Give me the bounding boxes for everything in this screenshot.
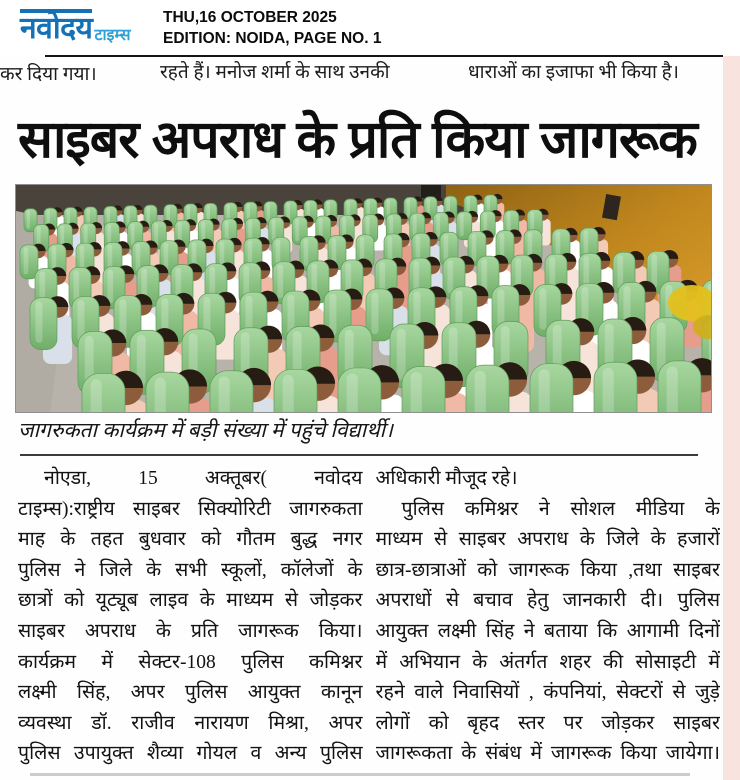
article-text-line: लक्ष्मी सिंह, अपर पुलिस आयुक्त कानून [18,682,363,704]
logo-sub-text: टाइम्स [94,27,131,44]
fragment-left: कर दिया गया। [0,64,97,85]
masthead-date-block [163,7,381,49]
fragment-middle: रहते हैं। मनोज शर्मा के साथ उनकी [160,62,390,83]
article-text-line: साइबर अपराध के प्रति जागरूक किया। [18,620,363,642]
article-text-line: नोएडा, 15 अक्तूबर( नवोदय [44,468,363,489]
article-text-line: आयुक्त लक्ष्मी सिंह ने बताया कि आगामी दिनों [375,620,720,642]
photo-caption: जागरुकता कार्यक्रम में बड़ी संख्या में पहुंचे विद्यार्थी। [18,418,394,442]
article-text-line: टाइम्स):राष्ट्रीय साइबर सिक्योरिटी जागरुकता [18,498,363,520]
adjacent-article-fragments [0,57,723,89]
article-text-line: छात्रों को यूट्यूब लाइव के माध्यम से जोड़कर [18,590,363,612]
article-text-line: माध्यम से साइबर अपराध के जिले के हजारों [375,529,720,551]
logo-main-text: नवोदय [20,9,92,45]
article-text-line: लोगों को बृहद स्तर पर जोड़कर साइबर [375,712,720,734]
article-text-line: अधिकारी मौजूद रहे। [375,468,518,489]
article-column-left [18,464,363,776]
newspaper-logo [20,9,131,45]
article-text-line: व्यवस्था डॉ. राजीव नारायण मिश्रा, अपर [18,712,363,734]
article-headline: साइबर अपराध के प्रति किया जागरूक [18,111,697,169]
article-photo-svg [16,185,711,412]
bottom-divider [30,773,690,776]
article-text-line: पुलिस कमिश्नर ने सोशल मीडिया के [401,498,720,520]
edition-info: EDITION: NOIDA, PAGE NO. 1 [163,30,382,47]
article-text-line: में अभियान के अंतर्गत शहर की सोसाइटी में [375,651,720,673]
masthead [0,0,740,57]
article-body [18,464,720,776]
article-column-right [376,464,721,776]
article-text-line: जागरूकता के संबंध में जागरूक किया जायेगा। [375,743,720,765]
pink-side-band [723,56,740,780]
article-text-line: माह के तहत बुधवार को गौतम बुद्ध नगर [18,529,363,551]
article-photo [15,184,712,413]
article-text-line: पुलिस उपायुक्त शैव्या गोयल व अन्य पुलिस [18,743,363,765]
article-text-line: छात्र-छात्राओं को जागरूक किया ,तथा साइबर [375,559,720,581]
publication-date: THU,16 OCTOBER 2025 [163,9,337,26]
caption-divider [20,454,698,456]
article-text-line: अपराधों से बचाव हेतु जानकारी दी। पुलिस [375,590,720,612]
article-text-line: रहने वाले निवासियों , कंपनियां, सेक्टरों से जुड़े [375,682,720,704]
article-text-line: कार्यक्रम में सेक्टर-108 पुलिस कमिश्नर [18,651,363,673]
fragment-right: धाराओं का इजाफा भी किया है। [468,62,679,83]
article-text-line: पुलिस ने जिले के सभी स्कूलों, कॉलेजों के [18,559,363,581]
